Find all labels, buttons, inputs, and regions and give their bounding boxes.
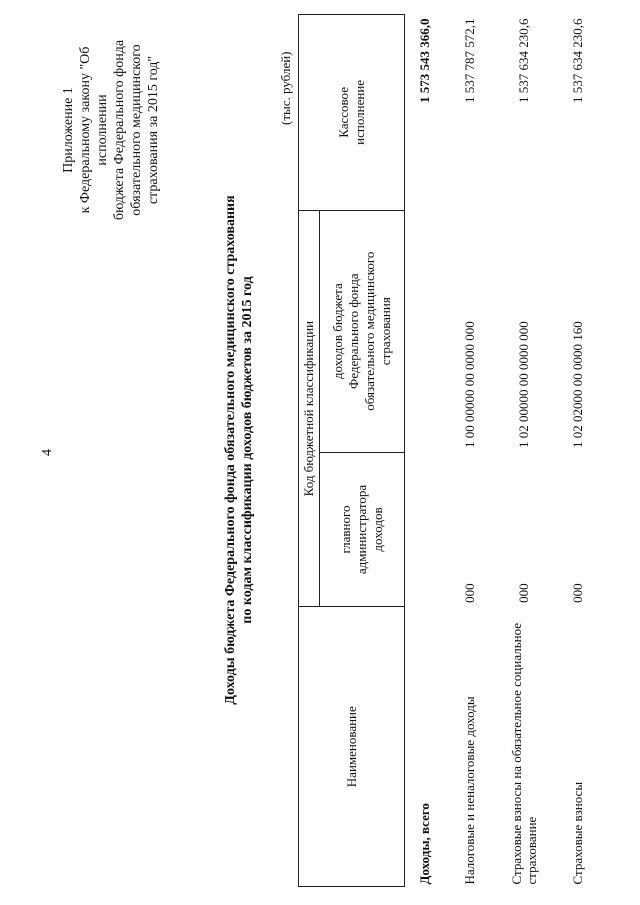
row-admin-code — [405, 452, 445, 607]
row-admin-code: 000 — [462, 583, 477, 603]
row-amount: 1 537 634 230,6 — [570, 18, 585, 103]
table-row — [553, 15, 603, 887]
header-admin — [320, 452, 405, 607]
document-title — [222, 55, 256, 845]
annex-line-2: к Федеральному закону "Об исполнении — [78, 46, 110, 214]
page-number: 4 — [40, 449, 55, 456]
row-name: Налоговые и неналоговые доходы — [462, 696, 477, 885]
row-revenue-code — [405, 210, 445, 452]
row-admin-code: 000 — [570, 583, 585, 603]
header-code-group: Код бюджетной классификации — [299, 210, 320, 607]
row-revenue-code: 1 02 02000 00 0000 160 — [570, 321, 585, 449]
row-amount: 1 573 543 366,0 — [417, 18, 433, 103]
annex-line-4: обязательного медицинского — [129, 44, 144, 216]
units-label: (тыс. рублей) — [278, 51, 293, 125]
header-revenue-line-2: Федерального фонда — [346, 273, 361, 389]
header-revenue-line-3: обязательного медицинского — [362, 251, 377, 411]
annex-line-3: бюджета Федерального фонда — [112, 39, 127, 221]
header-exec-line-2: исполнение — [351, 79, 367, 145]
table-row — [495, 15, 553, 887]
header-revenue-code — [320, 210, 405, 452]
title-line-1: Доходы бюджета Федерального фонда обязательного медицинского страхования — [223, 195, 238, 705]
row-name: Доходы, всего — [417, 803, 433, 885]
header-row-top — [299, 15, 320, 887]
table-row-total — [405, 15, 445, 887]
row-name: Страховые взносы на обязательное социальное страхование — [508, 622, 539, 885]
row-amount: 1 537 787 572,1 — [462, 18, 477, 103]
row-name: Страховые взносы — [570, 781, 585, 885]
header-admin-line-1: главного — [338, 505, 353, 554]
header-revenue-line-4: страхования — [378, 297, 393, 366]
header-admin-line-3: доходов — [370, 507, 385, 552]
annex-line-5: страхования за 2015 год" — [146, 55, 161, 205]
row-revenue-code: 1 02 00000 00 0000 000 — [516, 321, 531, 449]
annex-line-1: Приложение 1 — [61, 87, 76, 173]
header-exec-line-1: Кассовое — [335, 87, 351, 138]
header-admin-line-2: администратора — [354, 484, 369, 575]
table-row — [445, 15, 495, 887]
header-execution — [299, 15, 405, 211]
header-name: Наименование — [299, 607, 405, 887]
annex-block — [60, 10, 162, 250]
title-line-2: по кодам классификации доходов бюджетов за 2015 год — [240, 276, 255, 624]
row-amount: 1 537 634 230,6 — [516, 18, 531, 103]
revenue-table — [298, 14, 603, 887]
row-revenue-code: 1 00 00000 00 0000 000 — [462, 321, 477, 449]
header-revenue-line-1: доходов бюджета — [330, 283, 345, 380]
row-admin-code: 000 — [516, 583, 531, 603]
